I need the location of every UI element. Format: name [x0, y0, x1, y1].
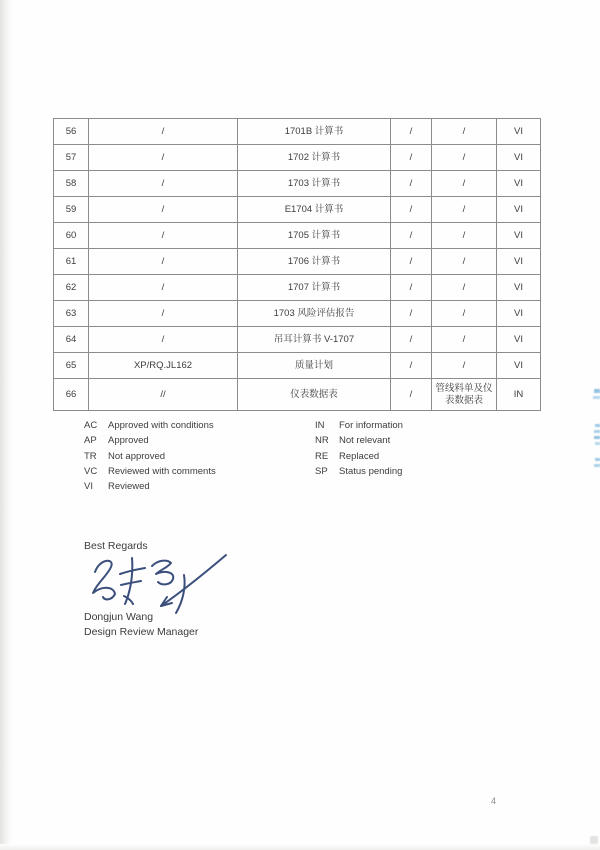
legend-label: Reviewed with comments: [108, 465, 216, 477]
table-cell: /: [432, 171, 497, 197]
stamp-fragment: [595, 458, 600, 461]
stamp-fragment: [593, 396, 600, 399]
table-cell: /: [432, 353, 497, 379]
legend-code: TR: [84, 450, 97, 462]
table-row: [54, 275, 541, 301]
table-cell: VI: [497, 145, 541, 171]
table-cell: 58: [54, 171, 89, 197]
signature-stroke: [152, 561, 173, 585]
table-cell: /: [391, 171, 432, 197]
table-cell: 57: [54, 145, 89, 171]
table-cell: /: [432, 327, 497, 353]
table-cell: VI: [497, 327, 541, 353]
legend-label: Replaced: [339, 450, 380, 462]
document-review-table: [53, 118, 541, 411]
legend-code: VC: [84, 465, 98, 477]
table-cell: 吊耳计算书 V-1707: [238, 327, 391, 353]
legend-item: [315, 464, 403, 479]
table-cell: /: [391, 249, 432, 275]
table-row: [54, 119, 541, 145]
table-cell: /: [89, 301, 238, 327]
stamp-fragment: [594, 430, 600, 433]
table-row: [54, 249, 541, 275]
table-cell: 64: [54, 327, 89, 353]
table-cell: /: [89, 145, 238, 171]
table-cell: VI: [497, 353, 541, 379]
table-cell: /: [432, 119, 497, 145]
signer-name: Dongjun Wang: [84, 611, 154, 623]
legend-item: [84, 449, 216, 464]
table-cell: /: [89, 249, 238, 275]
table-cell: /: [432, 145, 497, 171]
table-cell: /: [89, 171, 238, 197]
table-cell: /: [432, 301, 497, 327]
table-cell: 质量计划: [238, 353, 391, 379]
scan-edge-shadow: [0, 0, 12, 850]
table-body: [54, 119, 541, 411]
table-cell: 65: [54, 353, 89, 379]
legend-left-column: [84, 418, 216, 494]
table-row: [54, 327, 541, 353]
stamp-fragment: [595, 442, 600, 445]
scan-artifact: [590, 836, 598, 844]
table-cell: 1705 计算书: [238, 223, 391, 249]
table-row: [54, 379, 541, 411]
table-cell: /: [89, 275, 238, 301]
legend-label: Approved: [108, 435, 149, 447]
signer-title: Design Review Manager: [84, 626, 199, 638]
table-cell: 管线料单及仪表数据表: [432, 379, 497, 411]
legend-item: [84, 479, 216, 494]
legend-item: [84, 464, 216, 479]
table-cell: /: [432, 275, 497, 301]
stamp-fragment: [594, 464, 600, 467]
table-cell: /: [89, 197, 238, 223]
table-cell: 62: [54, 275, 89, 301]
table-cell: /: [391, 275, 432, 301]
table-cell: IN: [497, 379, 541, 411]
table-cell: 59: [54, 197, 89, 223]
table-cell: /: [391, 379, 432, 411]
legend-label: Approved with conditions: [108, 420, 214, 431]
table-cell: VI: [497, 171, 541, 197]
table-cell: 63: [54, 301, 89, 327]
table-row: [54, 301, 541, 327]
table-cell: 1707 计算书: [238, 275, 391, 301]
signature-stroke: [93, 561, 115, 600]
table-cell: 61: [54, 249, 89, 275]
table-cell: /: [391, 301, 432, 327]
table-cell: /: [391, 119, 432, 145]
page-number: 4: [491, 796, 497, 806]
table-row: [54, 145, 541, 171]
legend-code: NR: [315, 435, 329, 447]
stamp-fragment: [595, 424, 600, 427]
table-cell: /: [432, 249, 497, 275]
handwritten-signature: [84, 551, 236, 617]
table-cell: /: [391, 145, 432, 171]
table-cell: /: [391, 353, 432, 379]
table-cell: 1706 计算书: [238, 249, 391, 275]
legend-label: Status pending: [339, 465, 403, 477]
table-cell: 1701B 计算书: [238, 119, 391, 145]
table-cell: 60: [54, 223, 89, 249]
legend-right-column: [315, 418, 403, 479]
table-cell: 1702 计算书: [238, 145, 391, 171]
table-cell: 1703 风险评估报告: [238, 301, 391, 327]
table-cell: /: [432, 197, 497, 223]
table-row: [54, 171, 541, 197]
legend-item: [315, 433, 403, 448]
table-cell: /: [89, 327, 238, 353]
table-cell: /: [89, 119, 238, 145]
legend-label: For information: [339, 420, 403, 431]
legend-item: [315, 449, 403, 464]
table-cell: /: [391, 327, 432, 353]
table-cell: VI: [497, 197, 541, 223]
table-cell: /: [391, 223, 432, 249]
table-cell: 56: [54, 119, 89, 145]
table-cell: E1704 计算书: [238, 197, 391, 223]
table-cell: //: [89, 379, 238, 411]
table-cell: XP/RQ.JL162: [89, 353, 238, 379]
legend-label: Not approved: [108, 450, 166, 462]
legend-code: RE: [315, 450, 329, 462]
table-cell: 66: [54, 379, 89, 411]
legend-label: Reviewed: [108, 481, 150, 493]
table-cell: 仪表数据表: [238, 379, 391, 411]
legend-item: [315, 418, 403, 433]
legend-item: [84, 418, 216, 433]
closing-regards: Best Regards: [84, 540, 148, 552]
legend-label: Not relevant: [339, 435, 391, 447]
table-cell: VI: [497, 275, 541, 301]
table-row: [54, 223, 541, 249]
legend-code: SP: [315, 465, 328, 477]
stamp-fragment: [594, 389, 600, 393]
table-row: [54, 197, 541, 223]
legend-code: IN: [315, 420, 325, 431]
legend-item: [84, 433, 216, 448]
table-cell: VI: [497, 301, 541, 327]
legend-code: AC: [84, 420, 98, 431]
table-cell: /: [89, 223, 238, 249]
stamp-fragment: [594, 436, 600, 439]
legend-code: AP: [84, 435, 97, 447]
table-cell: /: [391, 197, 432, 223]
scan-edge-shadow-bottom: [0, 844, 600, 850]
table-row: [54, 353, 541, 379]
table-cell: /: [432, 223, 497, 249]
table-cell: VI: [497, 223, 541, 249]
table-cell: 1703 计算书: [238, 171, 391, 197]
legend-code: VI: [84, 481, 93, 493]
table-cell: VI: [497, 249, 541, 275]
table-cell: VI: [497, 119, 541, 145]
